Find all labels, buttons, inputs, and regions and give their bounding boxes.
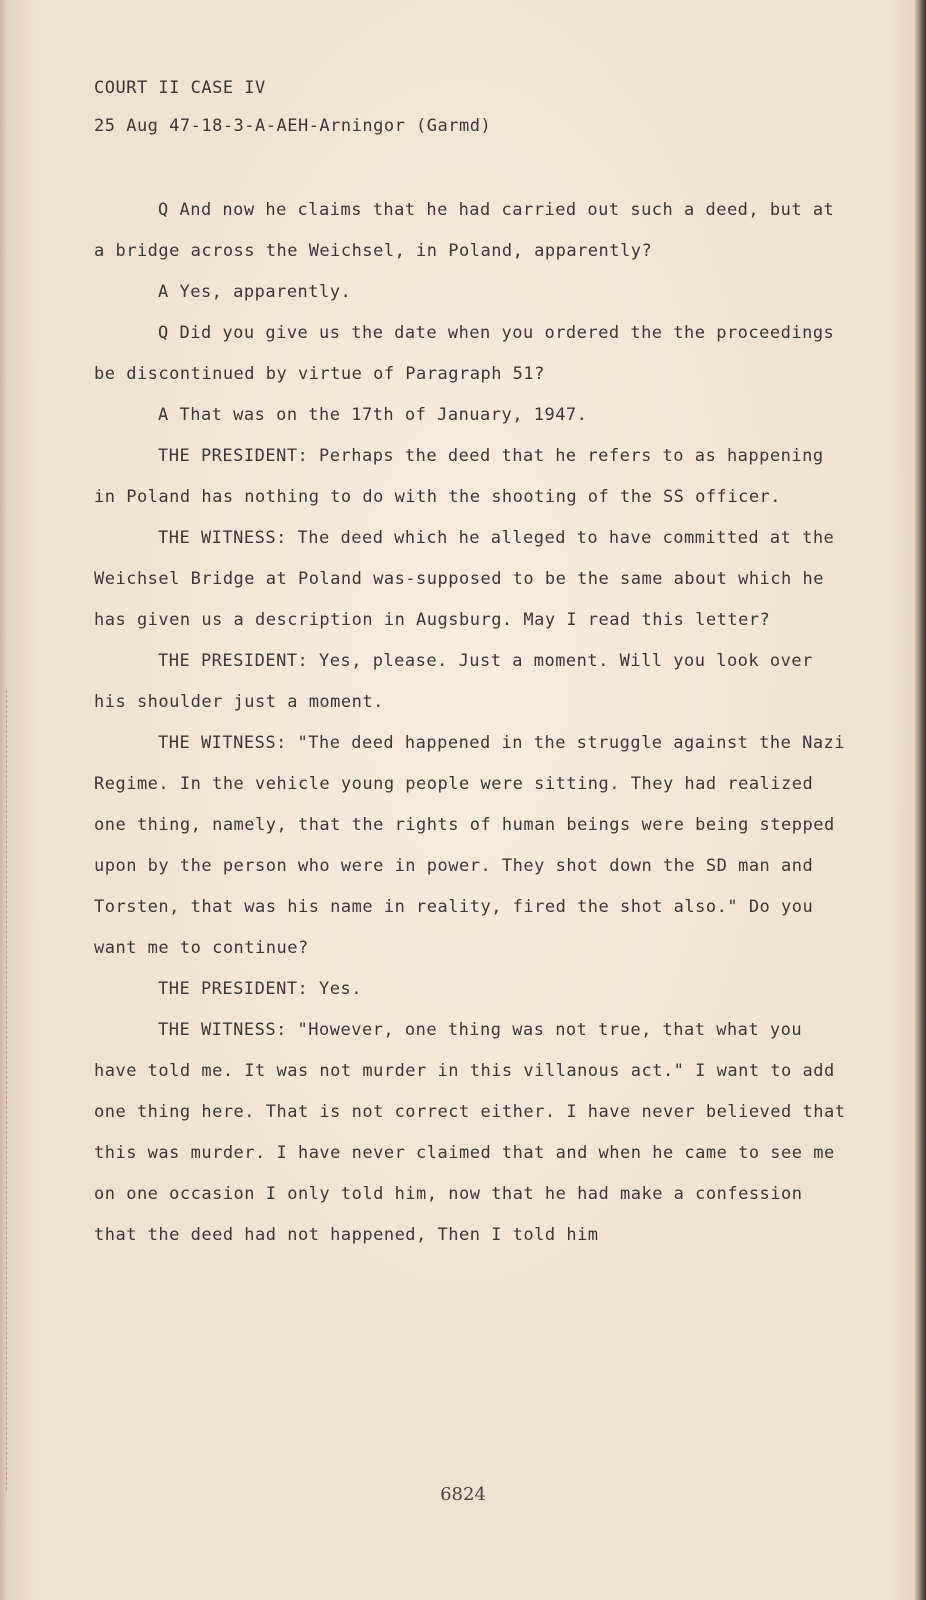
transcript-content xyxy=(94,78,854,1256)
page-right-edge xyxy=(914,0,926,1600)
case-header: COURT II CASE IV xyxy=(94,78,266,98)
answer-paragraph: A That was on the 17th of January, 1947. xyxy=(158,405,588,425)
question-paragraph: Q And now he claims that he had carried out such a deed, but at a bridge across the Weichsel, in Poland, apparently? xyxy=(94,200,835,261)
transcript-body xyxy=(94,190,854,1256)
president-paragraph: THE PRESIDENT: Yes, please. Just a moment. Will you look over his shoulder just a moment. xyxy=(94,651,813,712)
president-paragraph: THE PRESIDENT: Yes. xyxy=(158,979,362,999)
witness-paragraph: THE WITNESS: "The deed happened in the struggle against the Nazi Regime. In the vehicle young people were sitting. They had realized one thing, namely, that the rights of human beings were being stepped upon by the person who were in power. They shot down the SD man and Torsten, that was his name in reality, fired the shot also." Do you want me to continue? xyxy=(94,733,846,958)
page-number: 6824 xyxy=(440,1484,486,1505)
president-paragraph: THE PRESIDENT: Perhaps the deed that he refers to as happening in Poland has nothing to do with the shooting of the SS officer. xyxy=(94,446,824,507)
witness-paragraph: THE WITNESS: "However, one thing was not true, that what you have told me. It was not murder in this villanous act." I want to add one thing here. That is not correct either. I have never believed that this was murder. I have never claimed that and when he came to see me on one occasion I only told him, now that he had make a confession that the deed had not happened, Then I told him xyxy=(94,1020,846,1245)
answer-paragraph: A Yes, apparently. xyxy=(158,282,352,302)
session-reference: 25 Aug 47-18-3-A-AEH-Arningor (Garmd) xyxy=(94,116,492,136)
witness-paragraph: THE WITNESS: The deed which he alleged to have committed at the Weichsel Bridge at Poland was-supposed to be the same about which he has given us a description in Augsburg. May I read this letter? xyxy=(94,528,835,630)
torn-margin xyxy=(6,690,17,1490)
question-paragraph: Q Did you give us the date when you ordered the the proceedings be discontinued by virtue of Paragraph 51? xyxy=(94,323,835,384)
